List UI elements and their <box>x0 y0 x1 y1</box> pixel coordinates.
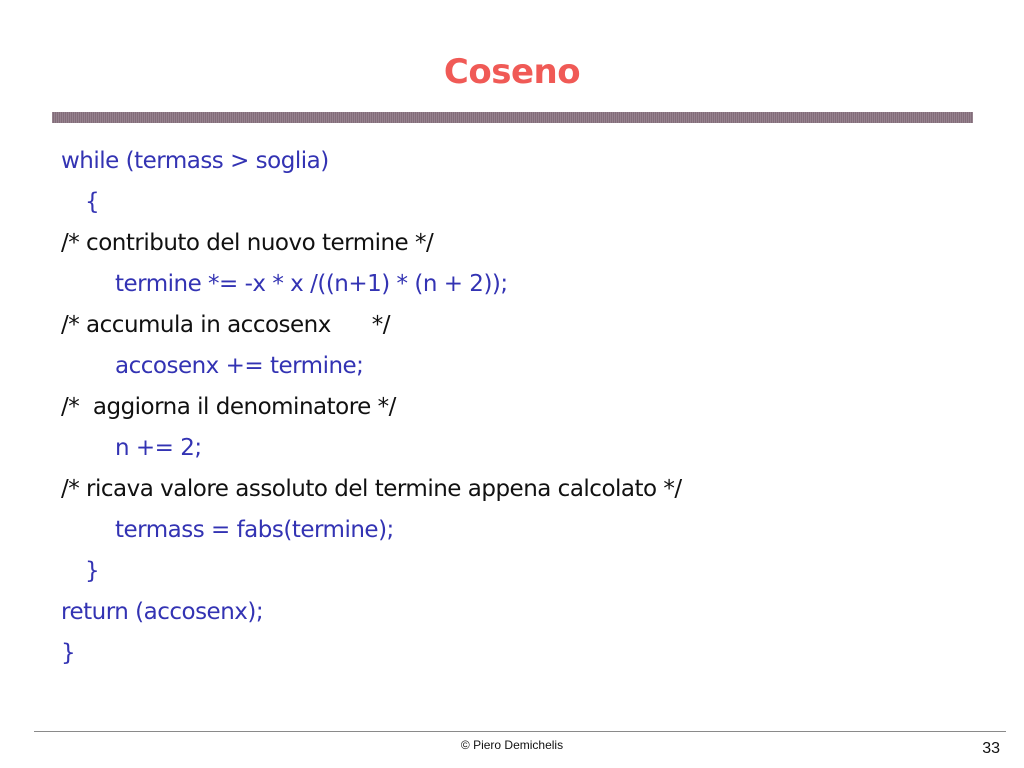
code-line: } <box>61 640 76 666</box>
code-line: termass = fabs(termine); <box>115 517 394 543</box>
code-line: { <box>85 189 100 215</box>
comment-line: /* aggiorna il denominatore */ <box>61 394 396 420</box>
footer-credit: © Piero Demichelis <box>460 738 564 752</box>
code-line: while (termass > soglia) <box>61 148 329 174</box>
code-listing <box>61 141 981 674</box>
code-line: n += 2; <box>115 435 202 461</box>
code-line: accosenx += termine; <box>115 353 364 379</box>
code-line: termine *= -x * x /((n+1) * (n + 2)); <box>115 271 508 297</box>
comment-line: /* accumula in accosenx */ <box>61 312 390 338</box>
comment-line: /* ricava valore assoluto del termine appena calcolato */ <box>61 476 682 502</box>
slide-number: 33 <box>982 740 1000 757</box>
comment-line: /* contributo del nuovo termine */ <box>61 230 434 256</box>
footer-divider <box>34 731 1006 732</box>
code-line: return (accosenx); <box>61 599 264 625</box>
title-divider <box>52 112 973 123</box>
slide-title: Coseno <box>443 52 581 92</box>
code-line: } <box>85 558 100 584</box>
